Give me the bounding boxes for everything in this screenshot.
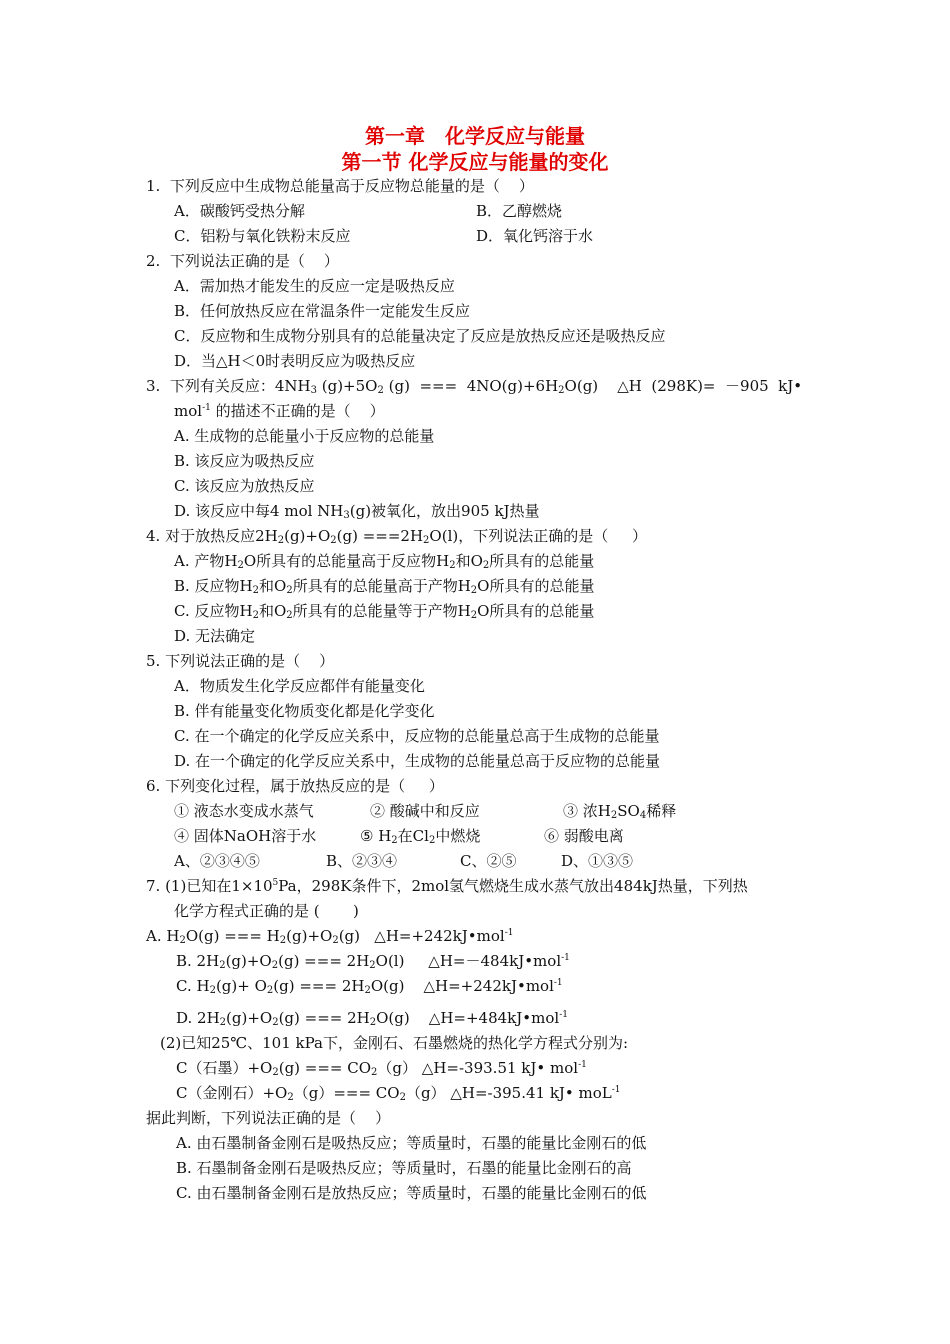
question-4-option-b: B. 反应物$H_2$和$O_2$所具有的总能量高于产物$H_2O$所具有的总能量 [174, 577, 595, 596]
question-1-option-a: A．碳酸钙受热分解 [174, 202, 305, 220]
question-4-stem: 4. 对于放热反应$2H_2(g)+O_2(g) ===2H_2O(l)$，下列说法正确的是（ ） [146, 527, 648, 546]
question-3-option-b: B. 该反应为吸热反应 [174, 452, 315, 470]
question-1-option-d: D．氧化钙溶于水 [476, 227, 594, 245]
question-5-option-c: C. 在一个确定的化学反应关系中，反应物的总能量总高于生成物的总能量 [174, 727, 660, 745]
question-2-option-d: D．当△H＜0时表明反应为吸热反应 [174, 352, 416, 370]
question-6-item-4: ④ 固体NaOH溶于水 [174, 827, 317, 845]
graphite-combustion-equation: C（石墨）$+O_2(g)$ === $CO_2(g)$ △H=-393.51 kJ• mol$^{-1}$ [176, 1059, 587, 1078]
question-6-item-2: ② 酸碱中和反应 [370, 802, 480, 820]
question-7-option-a: A. $H_2O(g)$ === $H_2(g)+O_2(g)$ △H=+242kJ•mol$^{-1}$ [146, 927, 514, 946]
question-1-option-b: B．乙醇燃烧 [476, 202, 563, 220]
section-title: 第一节 化学反应与能量的变化 [341, 150, 609, 174]
question-6-option-a: A、②③④⑤ [174, 852, 260, 870]
question-7-judgement-stem: 据此判断，下列说法正确的是（ ） [146, 1109, 391, 1127]
question-3-option-d: D. 该反应中每4 mol $NH_3(g)$被氧化，放出905 kJ热量 [174, 502, 540, 521]
question-6-item-6: ⑥ 弱酸电离 [544, 827, 624, 845]
question-5-stem: 5. 下列说法正确的是（ ） [146, 652, 335, 670]
question-3-stem-line1: 3. 下列有关反应：$4NH_3$ $(g)+5O_2$ (g) === $4NO(g)+6H_2O(g)$ △H (298K)= －905 kJ• [146, 377, 803, 396]
question-7-judgement-option-c: C. 由石墨制备金刚石是放热反应；等质量时，石墨的能量比金刚石的低 [176, 1184, 647, 1202]
question-7-part-2-stem: (2)已知25℃、101 kPa下，金刚石、石墨燃烧的热化学方程式分别为: [160, 1034, 629, 1052]
question-5-option-b: B. 伴有能量变化物质变化都是化学变化 [174, 702, 435, 720]
question-1-option-c: C．铝粉与氧化铁粉末反应 [174, 227, 351, 245]
question-6-item-5: ⑤ $H_2$在$Cl_2$中燃烧 [360, 827, 481, 846]
question-6-stem: 6. 下列变化过程，属于放热反应的是（ ） [146, 777, 444, 795]
question-4-option-c: C. 反应物$H_2$和$O_2$所具有的总能量等于产物$H_2O$所具有的总能量 [174, 602, 595, 621]
question-1-stem: 1. 下列反应中生成物总能量高于反应物总能量的是（ ） [146, 177, 534, 195]
question-7-option-d: D. $2H_2(g)+O_2(g)$ === $2H_2O(g)$ △H=+484kJ•mol$^{-1}$ [176, 1009, 568, 1028]
question-7-option-c: C. $H_2(g)+ O_2(g)$ === $2H_2O(g)$ △H=+242kJ•mol$^{-1}$ [176, 977, 563, 996]
question-5-option-a: A．物质发生化学反应都伴有能量变化 [174, 677, 425, 695]
question-3-option-a: A. 生成物的总能量小于反应物的总能量 [174, 427, 435, 445]
question-7-judgement-option-a: A. 由石墨制备金刚石是吸热反应；等质量时，石墨的能量比金刚石的低 [176, 1134, 647, 1152]
question-3-stem-line2: mol$^{-1}$ 的描述不正确的是（ ） [174, 402, 385, 420]
question-6-option-d: D、①③⑤ [561, 852, 634, 870]
question-2-option-b: B．任何放热反应在常温条件一定能发生反应 [174, 302, 471, 320]
question-2-option-c: C．反应物和生成物分别具有的总能量决定了反应是放热反应还是吸热反应 [174, 327, 666, 345]
question-4-option-a: A. 产物$H_2O$所具有的总能量高于反应物$H_2$和$O_2$所具有的总能量 [174, 552, 595, 571]
question-5-option-d: D. 在一个确定的化学反应关系中，生成物的总能量总高于反应物的总能量 [174, 752, 661, 770]
question-2-option-a: A．需加热才能发生的反应一定是吸热反应 [174, 277, 455, 295]
question-6-option-c: C、②⑤ [460, 852, 517, 870]
question-7-stem-line2: 化学方程式正确的是 ( ) [174, 902, 359, 920]
diamond-combustion-equation: C（金刚石）$+O_2(g)=== CO_2(g)$ △H=-395.41 kJ• moL$^{-1}$ [176, 1084, 621, 1103]
question-2-stem: 2. 下列说法正确的是（ ） [146, 252, 339, 270]
question-3-option-c: C. 该反应为放热反应 [174, 477, 315, 495]
chapter-title: 第一章 化学反应与能量 [365, 124, 585, 148]
question-6-option-b: B、②③④ [326, 852, 398, 870]
question-7-judgement-option-b: B. 石墨制备金刚石是吸热反应；等质量时，石墨的能量比金刚石的高 [176, 1159, 632, 1177]
question-4-option-d: D. 无法确定 [174, 627, 256, 645]
question-6-item-3: ③ 浓$H_2SO_4$稀释 [563, 802, 677, 821]
question-6-item-1: ① 液态水变成水蒸气 [174, 802, 314, 820]
question-7-stem-line1: 7. (1)已知在$1\times 10^5Pa$，298K条件下，2mol氢气燃烧生成水蒸气放出484kJ热量，下列热 [146, 877, 748, 895]
question-7-option-b: B. $2H_2(g)+O_2(g)$ === $2H_2O(l)$ △H=－484kJ•mol$^{-1}$ [176, 952, 570, 971]
